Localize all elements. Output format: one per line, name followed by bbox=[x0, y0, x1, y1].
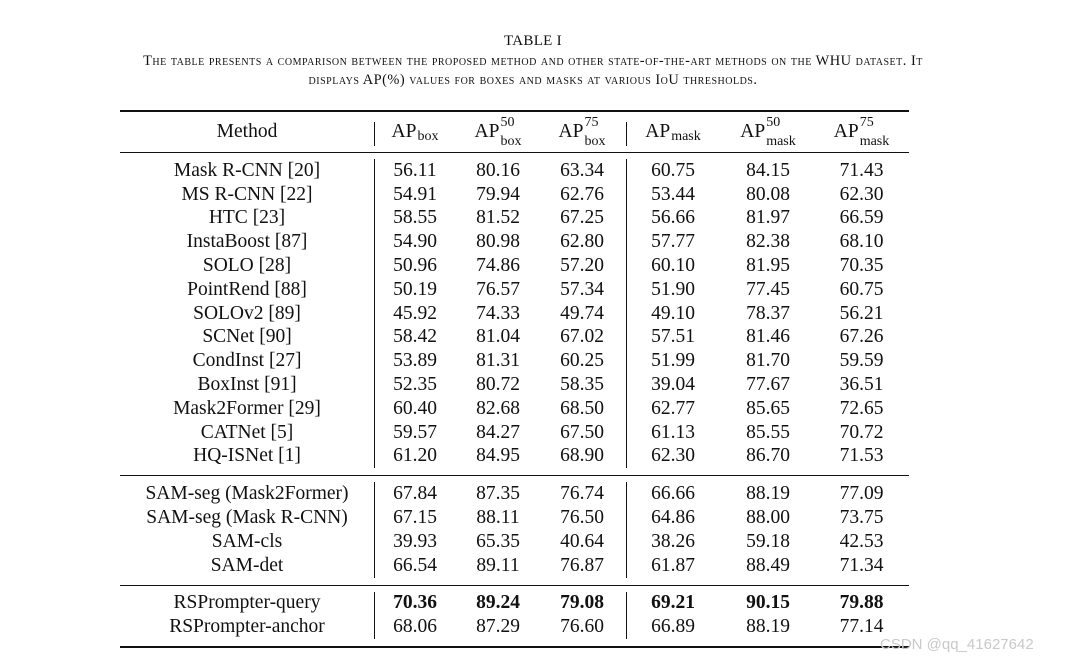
ap-mask-cell: 38.26 bbox=[651, 530, 695, 552]
ap-box-cell: 54.91 bbox=[393, 183, 437, 205]
column-separator-1 bbox=[374, 159, 375, 468]
ap-box-50-cell: 80.16 bbox=[476, 159, 520, 181]
ap-label: AP bbox=[645, 121, 671, 142]
table-row bbox=[120, 421, 909, 445]
method-cell: SAM-cls bbox=[211, 530, 283, 552]
method-cell: PointRend [88] bbox=[187, 278, 307, 300]
ap-box-cell: 61.20 bbox=[393, 445, 437, 467]
ap-mask-cell: 49.10 bbox=[651, 302, 695, 324]
ap-mask-50-cell: 84.15 bbox=[746, 159, 790, 181]
ap-box-50-cell: 87.29 bbox=[476, 616, 520, 638]
ap-mask-cell: 64.86 bbox=[651, 507, 695, 529]
table-row bbox=[120, 349, 909, 373]
ap-label: AP bbox=[740, 121, 766, 142]
ap-mask-50-cell: 88.19 bbox=[746, 483, 790, 505]
method-cell: SOLOv2 [89] bbox=[193, 302, 301, 324]
mask-sub: mask bbox=[766, 134, 796, 149]
header-method: Method bbox=[216, 121, 278, 142]
ap-mask-50-cell: 78.37 bbox=[746, 302, 790, 324]
ap-mask-75-cell: 42.53 bbox=[839, 530, 884, 552]
ap-mask-50-cell: 77.67 bbox=[746, 374, 790, 396]
table-row bbox=[120, 530, 909, 554]
method-cell: InstaBoost [87] bbox=[186, 231, 308, 253]
table-row bbox=[120, 302, 909, 326]
header-separator-2 bbox=[626, 122, 627, 146]
method-cell: RSPrompter-anchor bbox=[169, 616, 325, 638]
ap-box-cell: 67.15 bbox=[393, 507, 437, 529]
method-cell: HQ-ISNet [1] bbox=[193, 445, 301, 467]
ap-mask-75-cell: 56.21 bbox=[839, 302, 884, 324]
ap-label: AP bbox=[558, 121, 584, 142]
table-group bbox=[120, 153, 909, 475]
method-cell: Mask2Former [29] bbox=[173, 397, 321, 419]
ap-mask-cell: 66.89 bbox=[651, 616, 695, 638]
ap-box-cell: 50.19 bbox=[393, 278, 437, 300]
ap-mask-cell: 60.75 bbox=[651, 159, 695, 181]
ap-box-cell: 66.54 bbox=[393, 554, 437, 576]
ap-box-75-cell: 60.25 bbox=[560, 350, 604, 372]
ap-box-50-cell: 89.11 bbox=[476, 554, 520, 576]
ap-box-50-cell: 82.68 bbox=[476, 397, 520, 419]
mask-sub: mask bbox=[671, 129, 701, 144]
method-cell: HTC [23] bbox=[208, 207, 286, 229]
ap-box-50-cell: 81.31 bbox=[476, 350, 520, 372]
ap-box-cell: 58.42 bbox=[393, 326, 437, 348]
ap-box-50-cell: 80.72 bbox=[476, 374, 520, 396]
ap-box-75-cell: 76.87 bbox=[560, 554, 604, 576]
ap-box-75-cell: 63.34 bbox=[560, 159, 604, 181]
caption-line-1: The table presents a comparison between the proposed method and other state-of-the-art methods on the WHU dataset. It bbox=[143, 53, 923, 69]
method-cell: CondInst [27] bbox=[192, 350, 302, 372]
ap-mask-75-cell: 70.72 bbox=[839, 421, 884, 443]
ap-mask-cell: 39.04 bbox=[651, 374, 695, 396]
ap-mask-50-cell: 59.18 bbox=[746, 530, 790, 552]
ap-box-50-cell: 84.27 bbox=[476, 421, 520, 443]
ap-mask-cell: 57.51 bbox=[651, 326, 695, 348]
ap-box-75-cell: 68.50 bbox=[560, 397, 604, 419]
method-cell: SAM-seg (Mask2Former) bbox=[145, 483, 349, 505]
ap-box-50-cell: 76.57 bbox=[476, 278, 520, 300]
header-ap-box-50 bbox=[456, 112, 540, 152]
ap-mask-50-cell: 81.97 bbox=[746, 207, 790, 229]
ap-box-cell: 54.90 bbox=[393, 231, 437, 253]
ap-box-50-cell: 88.11 bbox=[476, 507, 520, 529]
ap-mask-cell: 56.66 bbox=[651, 207, 695, 229]
ap-box-75-cell: 67.25 bbox=[560, 207, 604, 229]
method-cell: Mask R-CNN [20] bbox=[173, 159, 321, 181]
table-row bbox=[120, 482, 909, 506]
mask-sub: mask bbox=[859, 134, 890, 149]
ap-mask-75-cell: 67.26 bbox=[839, 326, 884, 348]
column-separator-2 bbox=[626, 592, 627, 640]
method-cell: SOLO [28] bbox=[202, 255, 292, 277]
threshold-75: 75 bbox=[584, 115, 599, 130]
ap-box-50-cell: 80.98 bbox=[476, 231, 520, 253]
ap-box-50-cell: 65.35 bbox=[476, 530, 520, 552]
threshold-50: 50 bbox=[766, 115, 781, 130]
ap-mask-50-cell: 80.08 bbox=[746, 183, 790, 205]
ap-mask-cell: 57.77 bbox=[651, 231, 695, 253]
table-row bbox=[120, 373, 909, 397]
ap-box-75-cell: 67.50 bbox=[560, 421, 604, 443]
table-group bbox=[120, 586, 909, 647]
table-row bbox=[120, 254, 909, 278]
ap-box-50-cell: 87.35 bbox=[476, 483, 520, 505]
ap-mask-50-cell: 88.49 bbox=[746, 554, 790, 576]
ap-mask-cell: 60.10 bbox=[651, 255, 695, 277]
table-row bbox=[120, 445, 909, 469]
ap-mask-cell: 51.90 bbox=[651, 278, 695, 300]
ap-mask-50-cell: 77.45 bbox=[746, 278, 790, 300]
ap-mask-75-cell: 70.35 bbox=[839, 255, 884, 277]
ap-box-cell: 39.93 bbox=[393, 530, 437, 552]
ap-mask-75-cell: 77.09 bbox=[839, 483, 884, 505]
ap-mask-75-cell: 71.53 bbox=[839, 445, 884, 467]
ap-mask-50-cell: 81.95 bbox=[746, 255, 790, 277]
column-separator-1 bbox=[374, 592, 375, 640]
ap-box-75-cell: 49.74 bbox=[560, 302, 604, 324]
ap-mask-50-cell: 88.00 bbox=[746, 507, 790, 529]
ap-box-75-cell: 62.80 bbox=[560, 231, 604, 253]
table-row bbox=[120, 159, 909, 183]
ap-mask-cell: 61.13 bbox=[651, 421, 695, 443]
ap-box-50-cell: 74.33 bbox=[476, 302, 520, 324]
threshold-75: 75 bbox=[859, 115, 874, 130]
table-title: TABLE I bbox=[504, 33, 562, 49]
ap-mask-50-cell: 81.46 bbox=[746, 326, 790, 348]
ap-mask-50-cell: 86.70 bbox=[746, 445, 790, 467]
ap-mask-50-cell: 81.70 bbox=[746, 350, 790, 372]
ap-label: AP bbox=[474, 121, 500, 142]
table-row bbox=[120, 506, 909, 530]
watermark: CSDN @qq_41627642 bbox=[880, 636, 1034, 653]
table-row bbox=[120, 397, 909, 421]
ap-box-cell: 52.35 bbox=[393, 374, 437, 396]
box-sub: box bbox=[417, 129, 439, 144]
ap-mask-75-cell: 62.30 bbox=[839, 183, 884, 205]
ap-box-75-cell: 57.20 bbox=[560, 255, 604, 277]
ap-box-75-cell: 79.08 bbox=[560, 592, 604, 614]
table-header bbox=[120, 112, 909, 152]
column-separator-2 bbox=[626, 159, 627, 468]
ap-mask-cell: 53.44 bbox=[651, 183, 695, 205]
ap-box-cell: 60.40 bbox=[393, 397, 437, 419]
table-row bbox=[120, 592, 909, 616]
table-group bbox=[120, 476, 909, 584]
ap-mask-50-cell: 88.19 bbox=[746, 616, 790, 638]
ap-box-cell: 67.84 bbox=[393, 483, 437, 505]
ap-label: AP bbox=[391, 121, 417, 142]
table-caption bbox=[0, 52, 1066, 90]
ap-box-50-cell: 84.95 bbox=[476, 445, 520, 467]
ap-mask-cell: 61.87 bbox=[651, 554, 695, 576]
ap-mask-50-cell: 90.15 bbox=[746, 592, 790, 614]
box-sub: box bbox=[500, 134, 522, 149]
table-row bbox=[120, 615, 909, 639]
method-cell: SAM-det bbox=[210, 554, 284, 576]
header-ap-mask-75 bbox=[814, 112, 909, 152]
table-row bbox=[120, 207, 909, 231]
table-row bbox=[120, 183, 909, 207]
ap-mask-75-cell: 77.14 bbox=[839, 616, 884, 638]
ap-box-cell: 59.57 bbox=[393, 421, 437, 443]
results-table bbox=[120, 110, 909, 648]
ap-box-75-cell: 58.35 bbox=[560, 374, 604, 396]
ap-box-75-cell: 62.76 bbox=[560, 183, 604, 205]
column-separator-1 bbox=[374, 482, 375, 577]
method-cell: CATNet [5] bbox=[200, 421, 294, 443]
ap-box-cell: 70.36 bbox=[393, 592, 437, 614]
table-row bbox=[120, 326, 909, 350]
ap-mask-50-cell: 82.38 bbox=[746, 231, 790, 253]
ap-box-cell: 68.06 bbox=[393, 616, 437, 638]
ap-mask-75-cell: 79.88 bbox=[839, 592, 884, 614]
ap-mask-75-cell: 59.59 bbox=[839, 350, 884, 372]
ap-mask-75-cell: 71.34 bbox=[839, 554, 884, 576]
table-row bbox=[120, 554, 909, 578]
ap-mask-75-cell: 66.59 bbox=[839, 207, 884, 229]
table-row bbox=[120, 230, 909, 254]
ap-box-50-cell: 74.86 bbox=[476, 255, 520, 277]
ap-mask-75-cell: 68.10 bbox=[839, 231, 884, 253]
ap-box-75-cell: 76.60 bbox=[560, 616, 604, 638]
ap-mask-50-cell: 85.55 bbox=[746, 421, 790, 443]
method-cell: SCNet [90] bbox=[202, 326, 292, 348]
ap-box-75-cell: 57.34 bbox=[560, 278, 604, 300]
threshold-50: 50 bbox=[500, 115, 515, 130]
ap-box-cell: 56.11 bbox=[393, 159, 437, 181]
ap-box-cell: 45.92 bbox=[393, 302, 437, 324]
header-separator-1 bbox=[374, 122, 375, 146]
ap-box-75-cell: 67.02 bbox=[560, 326, 604, 348]
ap-box-75-cell: 76.50 bbox=[560, 507, 604, 529]
box-sub: box bbox=[584, 134, 606, 149]
column-separator-2 bbox=[626, 482, 627, 577]
method-cell: RSPrompter-query bbox=[173, 592, 321, 614]
ap-box-50-cell: 81.52 bbox=[476, 207, 520, 229]
ap-mask-75-cell: 71.43 bbox=[839, 159, 884, 181]
caption-line-2: displays AP(%) values for boxes and masks at various IoU thresholds. bbox=[308, 72, 758, 88]
ap-mask-cell: 51.99 bbox=[651, 350, 695, 372]
ap-box-75-cell: 76.74 bbox=[560, 483, 604, 505]
ap-box-cell: 53.89 bbox=[393, 350, 437, 372]
header-ap-mask-50 bbox=[722, 112, 814, 152]
ap-box-50-cell: 81.04 bbox=[476, 326, 520, 348]
method-cell: BoxInst [91] bbox=[197, 374, 297, 396]
ap-mask-75-cell: 72.65 bbox=[839, 397, 884, 419]
method-cell: MS R-CNN [22] bbox=[181, 183, 313, 205]
header-ap-mask bbox=[624, 112, 722, 152]
header-ap-box bbox=[374, 112, 456, 152]
ap-box-75-cell: 68.90 bbox=[560, 445, 604, 467]
ap-box-50-cell: 79.94 bbox=[476, 183, 520, 205]
method-cell: SAM-seg (Mask R-CNN) bbox=[146, 507, 348, 529]
bottom-rule bbox=[120, 646, 909, 648]
ap-mask-cell: 62.30 bbox=[651, 445, 695, 467]
ap-mask-cell: 66.66 bbox=[651, 483, 695, 505]
ap-mask-75-cell: 60.75 bbox=[839, 278, 884, 300]
ap-box-cell: 50.96 bbox=[393, 255, 437, 277]
ap-mask-cell: 69.21 bbox=[651, 592, 695, 614]
table-row bbox=[120, 278, 909, 302]
header-ap-box-75 bbox=[540, 112, 624, 152]
ap-box-50-cell: 89.24 bbox=[476, 592, 520, 614]
ap-mask-75-cell: 73.75 bbox=[839, 507, 884, 529]
ap-mask-50-cell: 85.65 bbox=[746, 397, 790, 419]
ap-label: AP bbox=[833, 121, 859, 142]
ap-mask-cell: 62.77 bbox=[651, 397, 695, 419]
ap-mask-75-cell: 36.51 bbox=[839, 374, 884, 396]
ap-box-75-cell: 40.64 bbox=[560, 530, 604, 552]
ap-box-cell: 58.55 bbox=[393, 207, 437, 229]
table-body bbox=[120, 153, 909, 646]
